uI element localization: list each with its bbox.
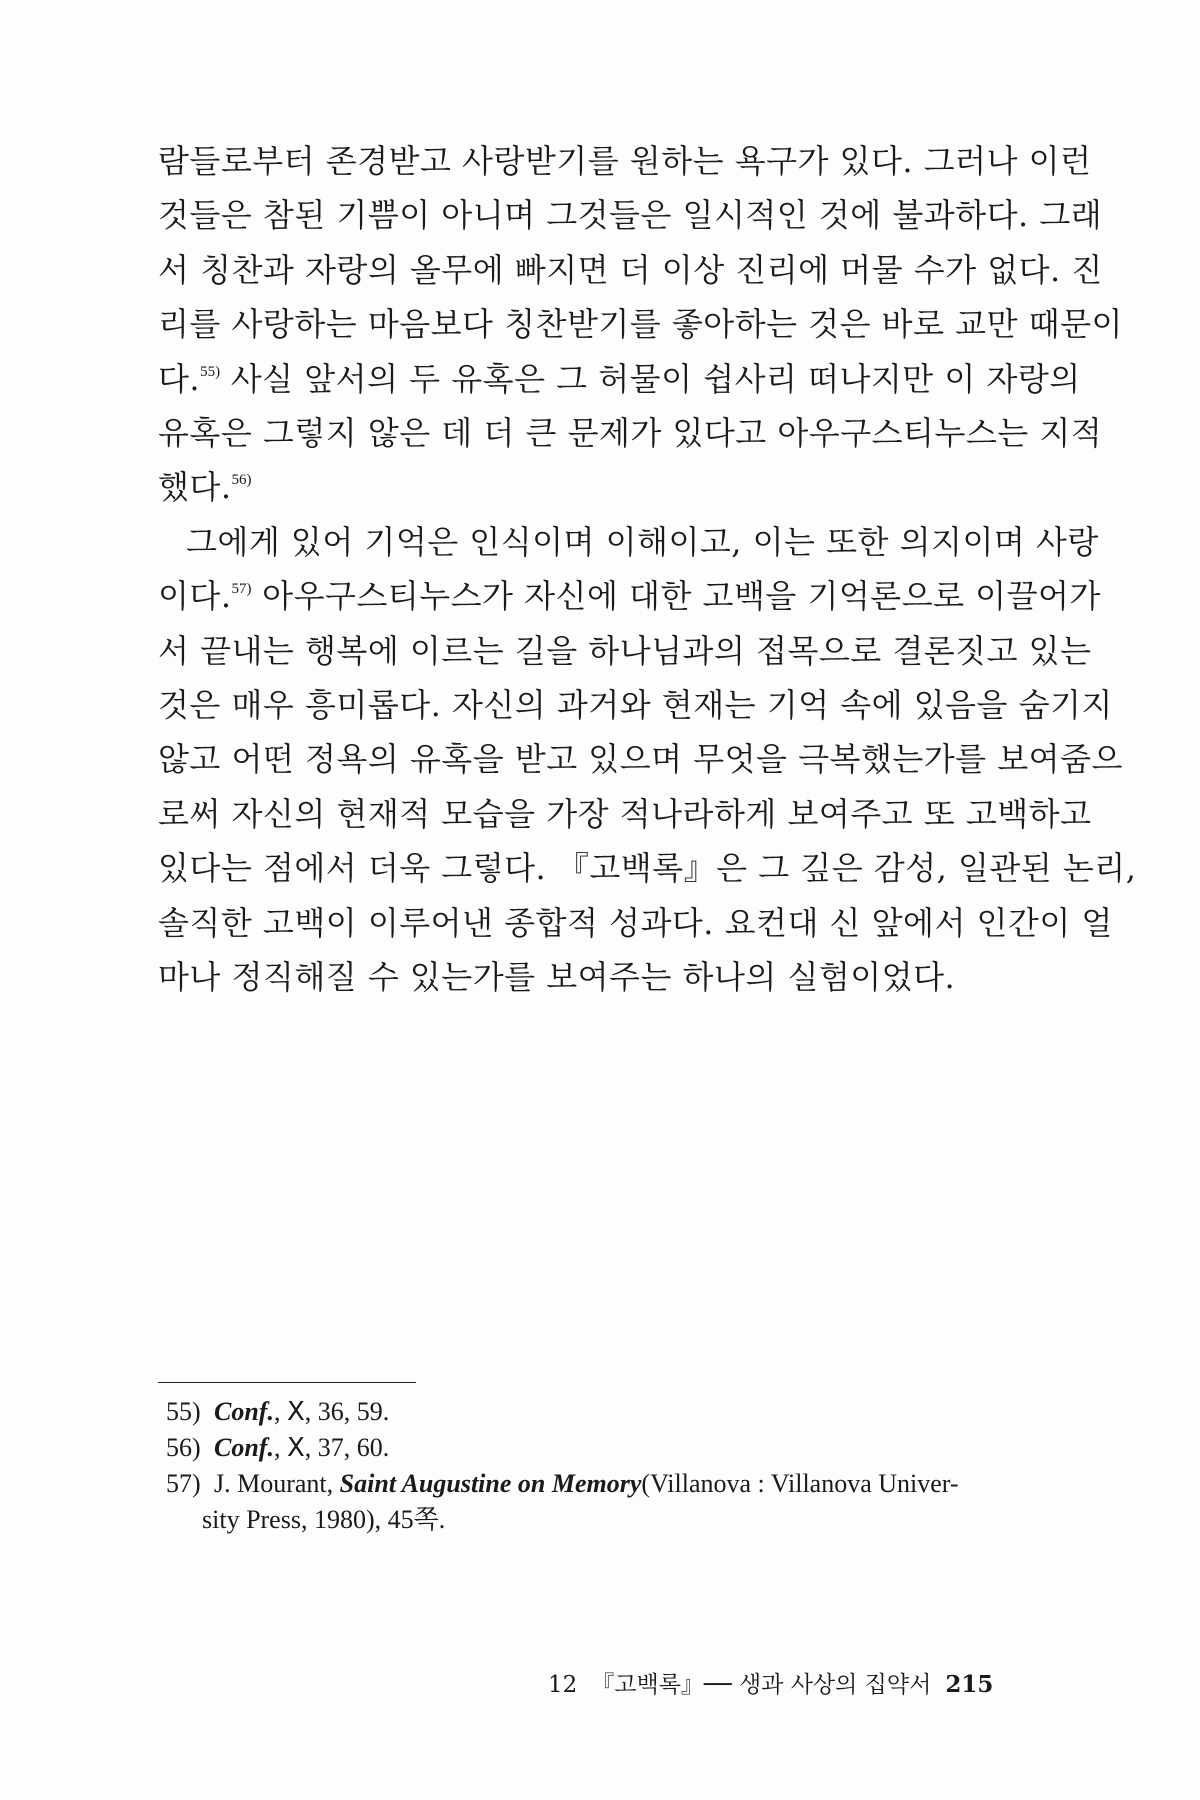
text-segment: 아우구스티누스가 자신에 대한 고백을 기억론으로 이끌어가	[251, 577, 1101, 616]
page-number: 215	[945, 1671, 994, 1698]
footnote-text: J. Mourant,	[214, 1469, 340, 1498]
text-line	[158, 569, 1101, 623]
text-line: 것들은 참된 기쁨이 아니며 그것들은 일시적인 것에 불과하다. 그래	[158, 196, 1103, 235]
text-segment: 다.	[158, 359, 201, 398]
chapter-number: 12	[548, 1672, 578, 1698]
footnote-ref-56: 56)	[231, 472, 252, 489]
text-line: 유혹은 그렇지 않은 데 더 큰 문제가 있다고 아우구스티누스는 지적	[158, 414, 1103, 453]
footnote-source: Conf.	[214, 1397, 274, 1426]
running-title: 『고백록』── 생과 사상의 집약서	[591, 1672, 932, 1698]
text-line	[158, 352, 1081, 406]
footnote-divider	[158, 1382, 416, 1383]
footnote-ref-55: 55)	[200, 363, 221, 380]
text-segment: 했다.	[158, 468, 232, 507]
text-line: 있다는 점에서 더욱 그렇다. 『고백록』은 그 깊은 감성, 일관된 논리,	[158, 849, 1137, 888]
footnote-text: , Ⅹ, 36, 59.	[273, 1397, 390, 1426]
text-segment: 이다.	[158, 577, 232, 616]
text-line: 리를 사랑하는 마음보다 칭찬받기를 좋아하는 것은 바로 교만 때문이	[158, 305, 1123, 344]
footnote-56	[166, 1430, 1042, 1466]
text-segment: 사실 앞서의 두 유혹은 그 허물이 쉽사리 떠나지만 이 자랑의	[220, 359, 1081, 398]
footnote-text: (Villanova : Villanova Univer-	[641, 1469, 959, 1498]
running-footer	[548, 1666, 1018, 1699]
text-line	[158, 460, 1038, 514]
footnote-57	[166, 1466, 1042, 1502]
footnote-57-continued: sity Press, 1980), 45쪽.	[202, 1505, 446, 1534]
footnote-number: 55)	[166, 1397, 201, 1426]
footnote-number: 56)	[166, 1433, 201, 1462]
body-text	[158, 134, 1137, 1005]
text-line: 않고 어떤 정욕의 유혹을 받고 있으며 무엇을 극복했는가를 보여줌으	[158, 740, 1123, 779]
footnote-book-title: Saint Augustine on Memory	[339, 1469, 642, 1498]
text-line: 람들로부터 존경받고 사랑받기를 원하는 욕구가 있다. 그러나 이런	[158, 142, 1092, 180]
text-line: 서 끝내는 행복에 이르는 길을 하나님과의 접목으로 결론짓고 있는	[158, 631, 1092, 670]
footnotes	[166, 1394, 1042, 1538]
footnote-source: Conf.	[214, 1433, 274, 1462]
footnote-number: 57)	[166, 1469, 201, 1498]
paragraph-start-line: 그에게 있어 기억은 인식이며 이해이고, 이는 또한 의지이며 사랑	[186, 522, 1099, 561]
footnote-text: , Ⅹ, 37, 60.	[273, 1433, 390, 1462]
text-line: 로써 자신의 현재적 모습을 가장 적나라하게 보여주고 또 고백하고	[158, 794, 1092, 833]
text-line: 솔직한 고백이 이루어낸 종합적 성과다. 요컨대 신 앞에서 인간이 얼	[158, 903, 1113, 942]
text-line: 것은 매우 흥미롭다. 자신의 과거와 현재는 기억 속에 있음을 숨기지	[158, 686, 1113, 725]
footnote-55	[166, 1394, 1042, 1430]
text-line: 마나 정직해질 수 있는가를 보여주는 하나의 실험이었다.	[158, 958, 956, 997]
footnote-ref-57: 57)	[231, 581, 252, 598]
text-line: 서 칭찬과 자랑의 올무에 빠지면 더 이상 진리에 머물 수가 없다. 진	[158, 250, 1103, 289]
